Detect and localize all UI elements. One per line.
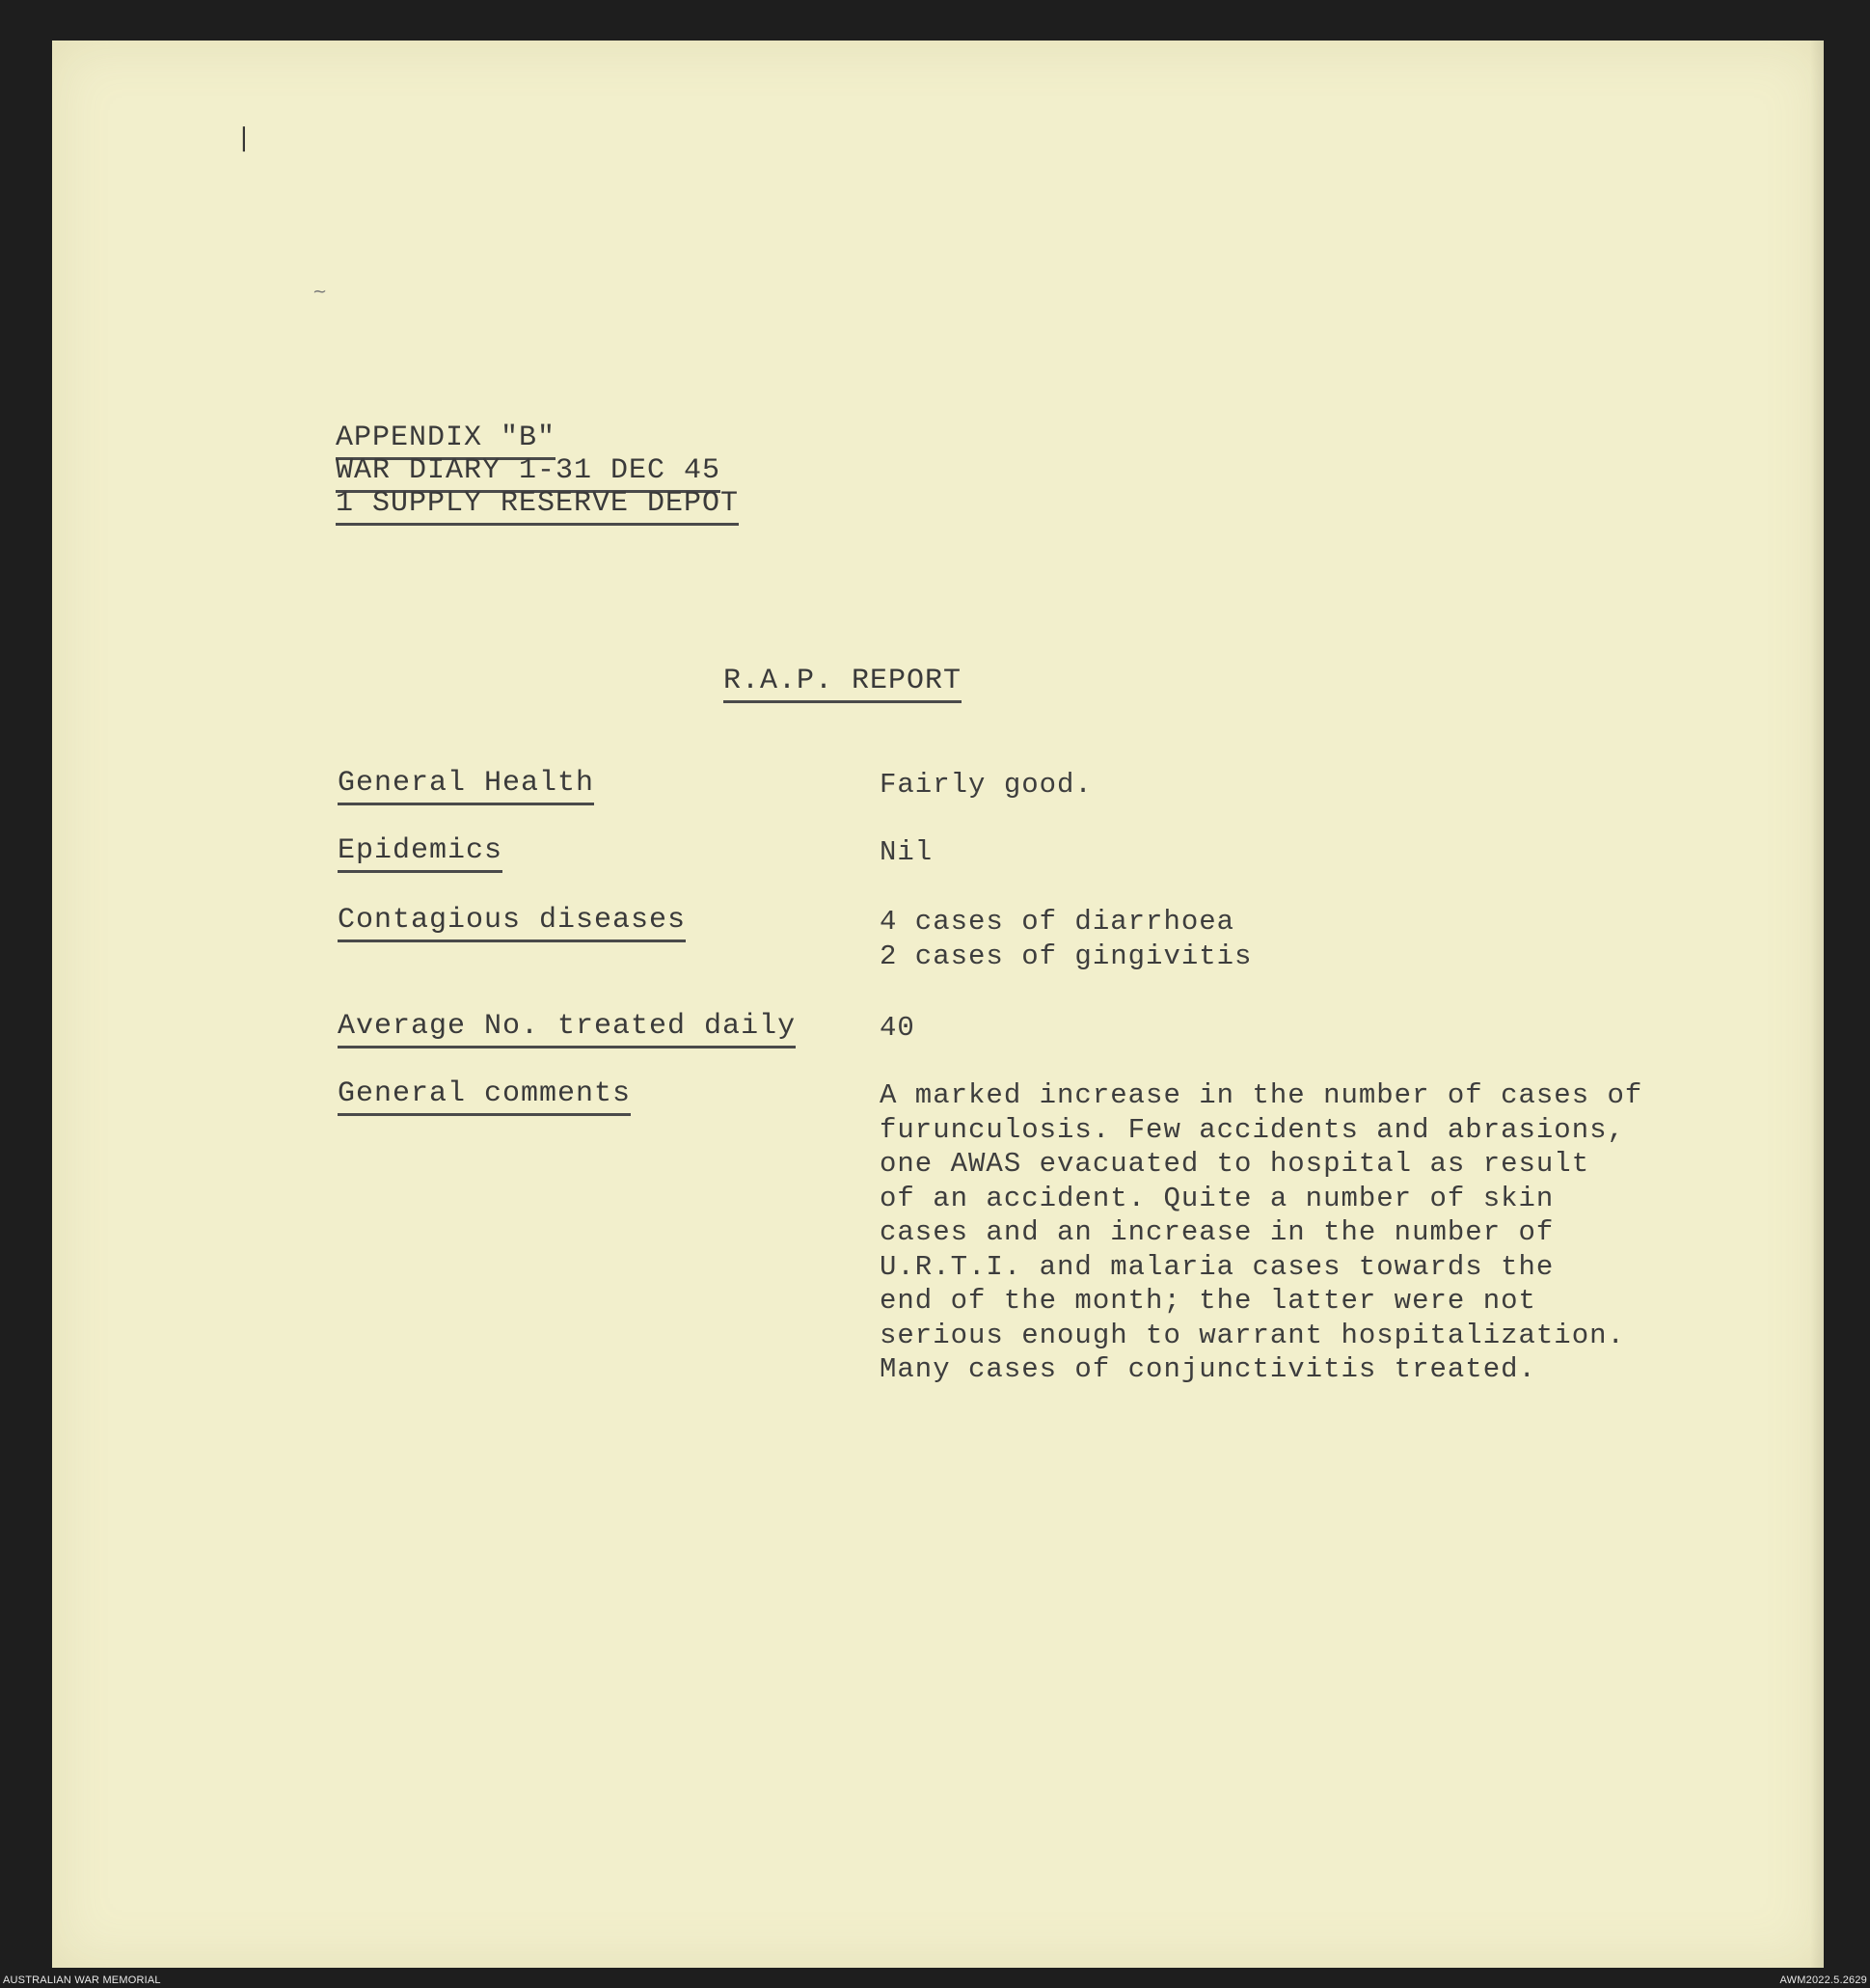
value-general-health: Fairly good.: [880, 769, 1093, 801]
footer-credit: AUSTRALIAN WAR MEMORIAL: [3, 1974, 161, 1986]
value-average-treated: 40: [880, 1012, 915, 1044]
comment-line: Many cases of conjunctivitis treated.: [880, 1353, 1536, 1385]
comment-line: end of the month; the latter were not: [880, 1285, 1536, 1317]
label-general-comments: General comments: [338, 1076, 631, 1116]
value-contagious-line: 4 cases of diarrhoea: [880, 906, 1235, 938]
value-contagious-line: 2 cases of gingivitis: [880, 940, 1253, 972]
footer-accession-number: AWM2022.5.2629: [1779, 1974, 1867, 1986]
ink-mark: ~: [312, 282, 328, 302]
label-contagious-diseases: Contagious diseases: [338, 903, 686, 942]
comment-line: U.R.T.I. and malaria cases towards the: [880, 1250, 1555, 1283]
label-average-treated: Average No. treated daily: [338, 1009, 796, 1048]
comment-line: one AWAS evacuated to hospital as result: [880, 1148, 1590, 1180]
comment-line: of an accident. Quite a number of skin: [880, 1182, 1555, 1214]
comment-line: furunculosis. Few accidents and abrasions,: [880, 1113, 1625, 1146]
label-epidemics: Epidemics: [338, 833, 502, 873]
comment-line: cases and an increase in the number of: [880, 1216, 1555, 1248]
ink-mark: ❘: [233, 123, 255, 152]
label-general-health: General Health: [338, 766, 594, 805]
appendix-line-1: APPENDIX "B": [336, 421, 556, 460]
appendix-line-3: 1 SUPPLY RESERVE DEPOT: [336, 486, 739, 526]
value-epidemics: Nil: [880, 836, 934, 868]
appendix-line-2: WAR DIARY 1-31 DEC 45: [336, 453, 720, 493]
report-title: R.A.P. REPORT: [723, 664, 962, 703]
comment-line: A marked increase in the number of cases of: [880, 1079, 1643, 1111]
document-page: [52, 41, 1824, 1968]
comment-line: serious enough to warrant hospitalization.: [880, 1319, 1625, 1351]
